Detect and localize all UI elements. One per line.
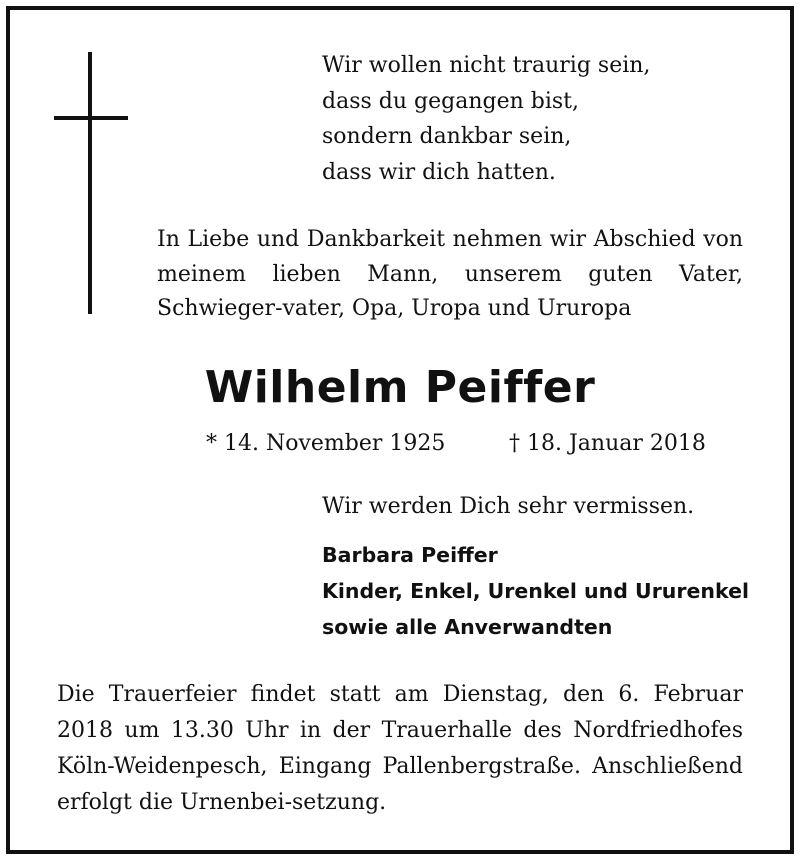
birth-date: * 14. November 1925 (206, 431, 446, 456)
poem-line: dass du gegangen bist, (322, 88, 579, 114)
family-line: sowie alle Anverwandten (322, 615, 613, 639)
poem-line: sondern dankbar sein, (322, 124, 572, 149)
deceased-name: Wilhelm Peiffer (204, 362, 596, 413)
closing-message: Wir werden Dich sehr vermissen. (322, 494, 695, 519)
family-list (322, 537, 749, 645)
death-date: † 18. Januar 2018 (509, 431, 706, 456)
family-line: Barbara Peiffer (322, 543, 498, 567)
poem-line: dass wir dich hatten. (322, 159, 556, 185)
funeral-notice: Die Trauerfeier findet statt am Dienstag, den 6. Februar 2018 um 13.30 Uhr in der Trauerhalle des Nordfriedhofes Köln-Weidenpesch, Eingang Pallenbergstraße. Anschließend erfolgt die Urnenbei-setzung. (57, 682, 743, 815)
cross-vertical-bar (88, 52, 92, 314)
poem-line: Wir wollen nicht traurig sein, (322, 53, 651, 78)
cross-horizontal-bar (54, 116, 128, 120)
family-line: Kinder, Enkel, Urenkel und Ururenkel (322, 579, 750, 603)
poem (322, 48, 650, 190)
intro-text: In Liebe und Dankbarkeit nehmen wir Abschied von meinem lieben Mann, unserem guten Vater, Schwieger-vater, Opa, Uropa und Ururopa (157, 227, 743, 321)
